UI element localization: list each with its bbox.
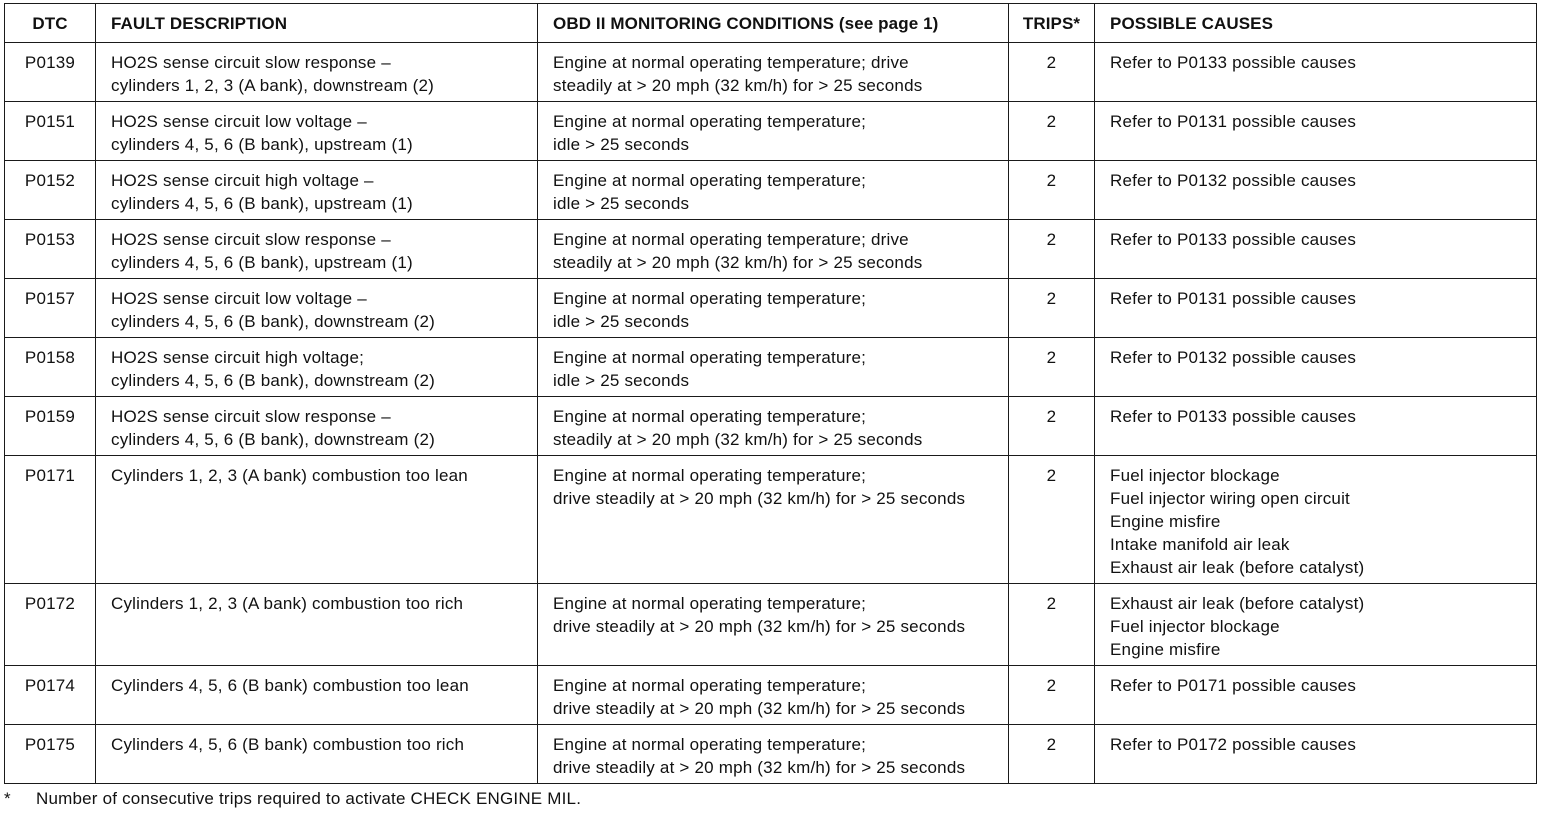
cell-monitoring-conditions-line: Engine at normal operating temperature; — [553, 112, 867, 131]
table-row — [5, 279, 1537, 338]
cell-fault-description-line: cylinders 1, 2, 3 (A bank), downstream (2) — [111, 76, 435, 95]
cell-possible-causes-line: Fuel injector wiring open circuit — [1110, 489, 1350, 508]
footnote-text: Number of consecutive trips required to activate CHECK ENGINE MIL. — [36, 789, 582, 808]
cell-possible-causes — [1095, 456, 1537, 584]
cell-dtc-code: P0174 — [5, 666, 96, 725]
cell-dtc-code: P0139 — [5, 43, 96, 102]
table-row — [5, 584, 1537, 666]
cell-monitoring-conditions-line: drive steadily at > 20 mph (32 km/h) for > 25 seconds — [553, 699, 966, 718]
cell-trips: 2 — [1009, 338, 1095, 397]
cell-possible-causes — [1095, 43, 1537, 102]
cell-monitoring-conditions-line: Engine at normal operating temperature; — [553, 171, 867, 190]
cell-fault-description — [96, 666, 538, 725]
cell-monitoring-conditions-line: Engine at normal operating temperature; — [553, 466, 867, 485]
header-trips: TRIPS* — [1009, 4, 1095, 43]
table-body — [5, 43, 1537, 784]
cell-possible-causes-line: Refer to P0131 possible causes — [1110, 289, 1357, 308]
cell-fault-description — [96, 220, 538, 279]
cell-monitoring-conditions — [538, 220, 1009, 279]
cell-monitoring-conditions-line: Engine at normal operating temperature; — [553, 407, 867, 426]
dtc-document — [4, 3, 1536, 784]
cell-fault-description-line: HO2S sense circuit low voltage – — [111, 112, 367, 131]
table-row — [5, 102, 1537, 161]
cell-fault-description-line: Cylinders 4, 5, 6 (B bank) combustion too rich — [111, 735, 465, 754]
cell-monitoring-conditions-line: Engine at normal operating temperature; — [553, 676, 867, 695]
cell-fault-description — [96, 397, 538, 456]
cell-monitoring-conditions-line: steadily at > 20 mph (32 km/h) for > 25 seconds — [553, 253, 923, 272]
cell-dtc-code: P0153 — [5, 220, 96, 279]
header-dtc: DTC — [5, 4, 96, 43]
cell-possible-causes — [1095, 584, 1537, 666]
cell-trips: 2 — [1009, 725, 1095, 784]
cell-monitoring-conditions — [538, 725, 1009, 784]
cell-fault-description-line: cylinders 4, 5, 6 (B bank), downstream (2) — [111, 371, 435, 390]
cell-fault-description-line: cylinders 4, 5, 6 (B bank), downstream (2) — [111, 430, 435, 449]
cell-possible-causes-line: Engine misfire — [1110, 640, 1221, 659]
cell-monitoring-conditions-line: Engine at normal operating temperature; drive — [553, 230, 909, 249]
cell-monitoring-conditions-line: Engine at normal operating temperature; — [553, 348, 867, 367]
cell-trips: 2 — [1009, 220, 1095, 279]
table-row — [5, 161, 1537, 220]
header-monitoring-conditions: OBD II MONITORING CONDITIONS (see page 1) — [538, 4, 1009, 43]
cell-monitoring-conditions — [538, 584, 1009, 666]
cell-monitoring-conditions-line: drive steadily at > 20 mph (32 km/h) for > 25 seconds — [553, 489, 966, 508]
table-row — [5, 43, 1537, 102]
cell-monitoring-conditions-line: Engine at normal operating temperature; drive — [553, 53, 909, 72]
cell-possible-causes — [1095, 338, 1537, 397]
cell-trips: 2 — [1009, 279, 1095, 338]
cell-monitoring-conditions — [538, 456, 1009, 584]
cell-possible-causes-line: Refer to P0172 possible causes — [1110, 735, 1357, 754]
cell-dtc-code: P0152 — [5, 161, 96, 220]
cell-monitoring-conditions-line: idle > 25 seconds — [553, 312, 690, 331]
cell-fault-description-line: Cylinders 4, 5, 6 (B bank) combustion too lean — [111, 676, 469, 695]
cell-dtc-code: P0172 — [5, 584, 96, 666]
cell-monitoring-conditions-line: drive steadily at > 20 mph (32 km/h) for > 25 seconds — [553, 617, 966, 636]
cell-possible-causes-line: Refer to P0132 possible causes — [1110, 171, 1357, 190]
cell-dtc-code: P0151 — [5, 102, 96, 161]
cell-possible-causes — [1095, 725, 1537, 784]
cell-possible-causes-line: Refer to P0133 possible causes — [1110, 230, 1357, 249]
cell-dtc-code: P0159 — [5, 397, 96, 456]
cell-monitoring-conditions — [538, 338, 1009, 397]
cell-monitoring-conditions-line: Engine at normal operating temperature; — [553, 735, 867, 754]
cell-fault-description — [96, 161, 538, 220]
cell-fault-description-line: cylinders 4, 5, 6 (B bank), upstream (1) — [111, 194, 413, 213]
cell-monitoring-conditions-line: Engine at normal operating temperature; — [553, 289, 867, 308]
cell-possible-causes-line: Exhaust air leak (before catalyst) — [1110, 558, 1365, 577]
cell-dtc-code: P0171 — [5, 456, 96, 584]
cell-fault-description-line: Cylinders 1, 2, 3 (A bank) combustion too rich — [111, 594, 464, 613]
header-fault-description: FAULT DESCRIPTION — [96, 4, 538, 43]
cell-trips: 2 — [1009, 397, 1095, 456]
table-row — [5, 725, 1537, 784]
cell-trips: 2 — [1009, 43, 1095, 102]
cell-fault-description-line: HO2S sense circuit slow response – — [111, 53, 391, 72]
cell-monitoring-conditions-line: idle > 25 seconds — [553, 194, 690, 213]
cell-trips: 2 — [1009, 102, 1095, 161]
cell-possible-causes — [1095, 279, 1537, 338]
cell-monitoring-conditions — [538, 161, 1009, 220]
cell-possible-causes-line: Refer to P0131 possible causes — [1110, 112, 1357, 131]
cell-fault-description — [96, 584, 538, 666]
footnote-mark: * — [4, 789, 11, 808]
cell-monitoring-conditions — [538, 666, 1009, 725]
cell-fault-description-line: cylinders 4, 5, 6 (B bank), upstream (1) — [111, 135, 413, 154]
cell-possible-causes-line: Refer to P0133 possible causes — [1110, 407, 1357, 426]
cell-trips: 2 — [1009, 161, 1095, 220]
cell-trips: 2 — [1009, 456, 1095, 584]
cell-fault-description — [96, 725, 538, 784]
cell-dtc-code: P0157 — [5, 279, 96, 338]
cell-monitoring-conditions — [538, 43, 1009, 102]
cell-dtc-code: P0175 — [5, 725, 96, 784]
cell-possible-causes-line: Intake manifold air leak — [1110, 535, 1290, 554]
cell-possible-causes — [1095, 666, 1537, 725]
cell-fault-description — [96, 456, 538, 584]
cell-monitoring-conditions-line: idle > 25 seconds — [553, 135, 690, 154]
cell-trips: 2 — [1009, 584, 1095, 666]
cell-possible-causes-line: Refer to P0132 possible causes — [1110, 348, 1357, 367]
cell-monitoring-conditions-line: idle > 25 seconds — [553, 371, 690, 390]
cell-fault-description — [96, 43, 538, 102]
cell-possible-causes — [1095, 220, 1537, 279]
cell-fault-description-line: HO2S sense circuit slow response – — [111, 230, 391, 249]
cell-fault-description — [96, 102, 538, 161]
cell-fault-description-line: HO2S sense circuit high voltage; — [111, 348, 365, 367]
cell-monitoring-conditions — [538, 279, 1009, 338]
cell-fault-description-line: HO2S sense circuit slow response – — [111, 407, 391, 426]
cell-fault-description — [96, 338, 538, 397]
table-row — [5, 220, 1537, 279]
cell-possible-causes-line: Fuel injector blockage — [1110, 617, 1280, 636]
cell-fault-description-line: cylinders 4, 5, 6 (B bank), upstream (1) — [111, 253, 413, 272]
table-row — [5, 666, 1537, 725]
cell-monitoring-conditions — [538, 397, 1009, 456]
table-header-row — [5, 4, 1537, 43]
table-row — [5, 338, 1537, 397]
cell-fault-description-line: HO2S sense circuit low voltage – — [111, 289, 367, 308]
cell-possible-causes-line: Engine misfire — [1110, 512, 1221, 531]
cell-fault-description-line: HO2S sense circuit high voltage – — [111, 171, 374, 190]
cell-monitoring-conditions-line: Engine at normal operating temperature; — [553, 594, 867, 613]
cell-monitoring-conditions — [538, 102, 1009, 161]
cell-fault-description-line: Cylinders 1, 2, 3 (A bank) combustion too lean — [111, 466, 468, 485]
cell-fault-description-line: cylinders 4, 5, 6 (B bank), downstream (2) — [111, 312, 435, 331]
header-possible-causes: POSSIBLE CAUSES — [1095, 4, 1537, 43]
cell-possible-causes-line: Fuel injector blockage — [1110, 466, 1280, 485]
footnote — [4, 787, 581, 810]
cell-possible-causes-line: Exhaust air leak (before catalyst) — [1110, 594, 1365, 613]
cell-monitoring-conditions-line: steadily at > 20 mph (32 km/h) for > 25 seconds — [553, 76, 923, 95]
cell-monitoring-conditions-line: steadily at > 20 mph (32 km/h) for > 25 seconds — [553, 430, 923, 449]
cell-dtc-code: P0158 — [5, 338, 96, 397]
table-row — [5, 397, 1537, 456]
cell-possible-causes — [1095, 161, 1537, 220]
cell-monitoring-conditions-line: drive steadily at > 20 mph (32 km/h) for > 25 seconds — [553, 758, 966, 777]
cell-trips: 2 — [1009, 666, 1095, 725]
cell-possible-causes-line: Refer to P0133 possible causes — [1110, 53, 1357, 72]
dtc-table — [4, 3, 1537, 784]
cell-possible-causes — [1095, 102, 1537, 161]
cell-fault-description — [96, 279, 538, 338]
cell-possible-causes-line: Refer to P0171 possible causes — [1110, 676, 1357, 695]
table-row — [5, 456, 1537, 584]
cell-possible-causes — [1095, 397, 1537, 456]
